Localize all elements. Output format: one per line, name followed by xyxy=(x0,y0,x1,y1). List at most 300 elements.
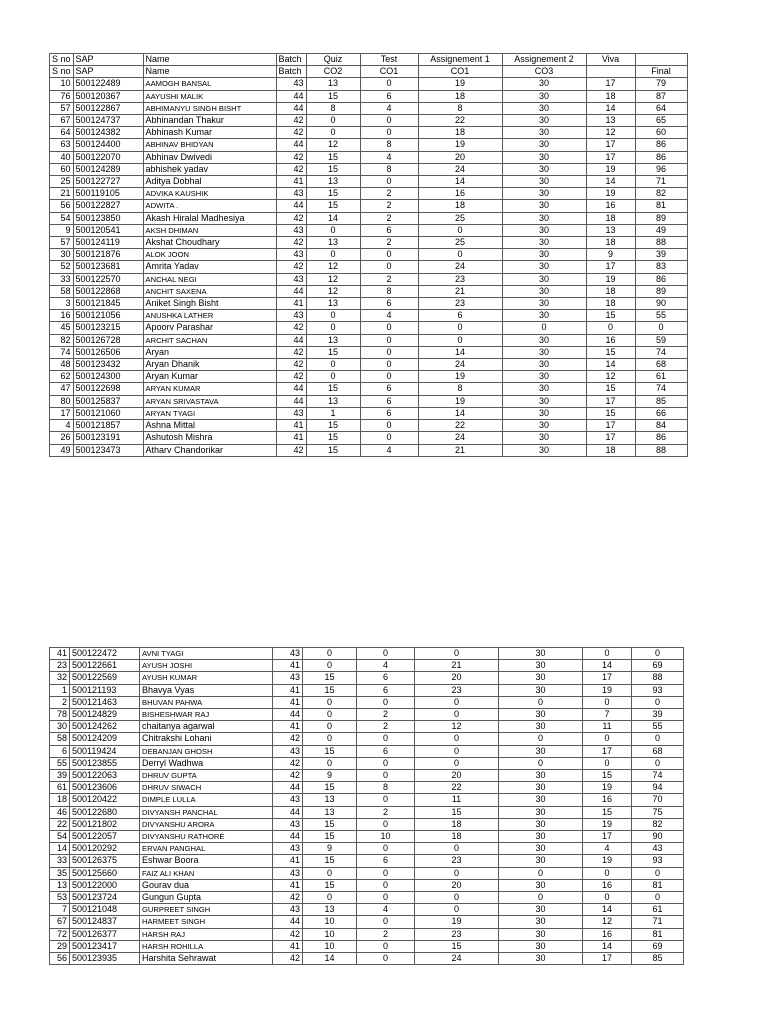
cell-final: 88 xyxy=(632,672,684,684)
cell-assignment2: 30 xyxy=(502,200,586,212)
cell-final: 86 xyxy=(635,432,687,444)
cell-sno: 25 xyxy=(50,176,74,188)
cell-viva: 14 xyxy=(583,940,632,952)
cell-test: 0 xyxy=(357,953,415,965)
cell-final: 49 xyxy=(635,224,687,236)
cell-quiz: 12 xyxy=(306,285,360,297)
cell-name: ADWITA . xyxy=(143,200,276,212)
cell-assignment2: 30 xyxy=(502,261,586,273)
cell-sno: 33 xyxy=(50,855,70,867)
table-row xyxy=(50,879,684,891)
cell-viva: 16 xyxy=(583,928,632,940)
cell-quiz: 0 xyxy=(306,359,360,371)
cell-final: 88 xyxy=(635,237,687,249)
cell-sap: SAP xyxy=(73,54,143,66)
cell-assignment2: 0 xyxy=(502,322,586,334)
cell-test: 6 xyxy=(357,672,415,684)
cell-assignment1: 21 xyxy=(415,660,499,672)
cell-test: 0 xyxy=(357,648,415,660)
cell-assignment1: 23 xyxy=(415,855,499,867)
cell-sap: 500120541 xyxy=(73,224,143,236)
cell-quiz: 0 xyxy=(303,696,357,708)
cell-test: 0 xyxy=(357,892,415,904)
cell-quiz: 14 xyxy=(306,212,360,224)
cell-batch: 41 xyxy=(273,855,303,867)
cell-quiz: 15 xyxy=(303,818,357,830)
cell-name: Chitrakshi Lohani xyxy=(140,733,273,745)
cell-assignment2: 30 xyxy=(502,432,586,444)
cell-quiz: 13 xyxy=(306,237,360,249)
cell-assignment1: 8 xyxy=(418,383,502,395)
cell-assignment1: 6 xyxy=(418,310,502,322)
cell-assignment1: CO1 xyxy=(418,66,502,78)
cell-assignment2: 30 xyxy=(499,940,583,952)
cell-viva: 0 xyxy=(583,892,632,904)
cell-sap: 500121857 xyxy=(73,420,143,432)
cell-quiz: 14 xyxy=(303,953,357,965)
cell-test: 2 xyxy=(357,928,415,940)
table-row xyxy=(50,383,688,395)
cell-quiz: 8 xyxy=(306,102,360,114)
cell-viva: 12 xyxy=(586,371,635,383)
cell-batch: 41 xyxy=(273,684,303,696)
cell-test: 0 xyxy=(357,843,415,855)
cell-assignment1: 18 xyxy=(415,831,499,843)
cell-final: 61 xyxy=(632,904,684,916)
cell-assignment2: 30 xyxy=(502,359,586,371)
table-row xyxy=(50,855,684,867)
cell-test: 0 xyxy=(360,78,418,90)
cell-assignment1: 23 xyxy=(418,298,502,310)
cell-quiz: 15 xyxy=(306,200,360,212)
cell-sno: 45 xyxy=(50,322,74,334)
cell-batch: 42 xyxy=(273,733,303,745)
table-row xyxy=(50,928,684,940)
cell-name: ABHIMANYU SINGH BISHT xyxy=(143,102,276,114)
cell-batch: 42 xyxy=(276,261,306,273)
cell-quiz: 12 xyxy=(306,139,360,151)
cell-sno: 40 xyxy=(50,151,74,163)
cell-viva: 0 xyxy=(583,648,632,660)
cell-sap: 500122827 xyxy=(73,200,143,212)
cell-viva xyxy=(586,66,635,78)
table-row xyxy=(50,709,684,721)
cell-viva: 17 xyxy=(586,139,635,151)
cell-sno: 2 xyxy=(50,696,70,708)
cell-sno: 63 xyxy=(50,139,74,151)
cell-viva: 16 xyxy=(583,879,632,891)
cell-batch: 44 xyxy=(273,806,303,818)
cell-batch: 43 xyxy=(276,78,306,90)
cell-viva: 14 xyxy=(586,359,635,371)
cell-assignment1: 24 xyxy=(418,359,502,371)
cell-batch: 42 xyxy=(273,928,303,940)
cell-quiz: CO2 xyxy=(306,66,360,78)
cell-assignment2: 30 xyxy=(502,139,586,151)
cell-viva: 19 xyxy=(583,782,632,794)
cell-test: 0 xyxy=(357,696,415,708)
cell-batch: 44 xyxy=(273,782,303,794)
cell-batch: 42 xyxy=(276,115,306,127)
cell-quiz: 0 xyxy=(306,127,360,139)
cell-batch: 44 xyxy=(276,139,306,151)
cell-assignment2: 30 xyxy=(502,395,586,407)
table-row xyxy=(50,200,688,212)
cell-quiz: 15 xyxy=(303,745,357,757)
cell-name: ANUSHKA LATHER xyxy=(143,310,276,322)
cell-sap: 500120292 xyxy=(70,843,140,855)
cell-sno: 26 xyxy=(50,432,74,444)
table-row xyxy=(50,904,684,916)
cell-sap: 500124119 xyxy=(73,237,143,249)
cell-test: 0 xyxy=(357,940,415,952)
cell-assignment1: 24 xyxy=(418,163,502,175)
cell-quiz: 12 xyxy=(306,273,360,285)
cell-assignment2: 30 xyxy=(499,660,583,672)
table-row xyxy=(50,782,684,794)
cell-test: 4 xyxy=(360,102,418,114)
cell-assignment1: 23 xyxy=(418,273,502,285)
cell-viva: 19 xyxy=(583,818,632,830)
cell-name: AAMOGH BANSAL xyxy=(143,78,276,90)
cell-assignment2: 30 xyxy=(499,855,583,867)
cell-name: ANCHIT SAXENA xyxy=(143,285,276,297)
cell-assignment2: 30 xyxy=(502,249,586,261)
cell-sno: 55 xyxy=(50,757,70,769)
cell-batch: 43 xyxy=(273,904,303,916)
cell-assignment1: 23 xyxy=(415,684,499,696)
cell-viva: 11 xyxy=(583,721,632,733)
cell-assignment2: 30 xyxy=(502,285,586,297)
cell-quiz: 1 xyxy=(306,407,360,419)
cell-assignment2: 30 xyxy=(499,770,583,782)
cell-quiz: 13 xyxy=(303,806,357,818)
cell-sap: 500121193 xyxy=(70,684,140,696)
cell-viva: 16 xyxy=(586,200,635,212)
cell-final: 0 xyxy=(632,892,684,904)
cell-name: chaitanya agarwal xyxy=(140,721,273,733)
cell-assignment2: 30 xyxy=(502,407,586,419)
cell-sno: 53 xyxy=(50,892,70,904)
cell-viva: 15 xyxy=(586,346,635,358)
cell-test: 6 xyxy=(360,383,418,395)
cell-batch: 42 xyxy=(276,322,306,334)
cell-viva: 17 xyxy=(586,432,635,444)
cell-name: Abhinav Dwivedi xyxy=(143,151,276,163)
cell-assignment1: 25 xyxy=(418,237,502,249)
cell-sno: 56 xyxy=(50,200,74,212)
cell-batch: 42 xyxy=(276,237,306,249)
cell-viva: 16 xyxy=(583,794,632,806)
table-row xyxy=(50,261,688,273)
cell-test: 0 xyxy=(360,127,418,139)
cell-test: 2 xyxy=(360,188,418,200)
cell-batch: 43 xyxy=(273,672,303,684)
cell-sap: 500123215 xyxy=(73,322,143,334)
cell-sap: 500123191 xyxy=(73,432,143,444)
cell-sap: 500122000 xyxy=(70,879,140,891)
cell-assignment2: 30 xyxy=(502,346,586,358)
cell-quiz: 15 xyxy=(303,879,357,891)
cell-quiz: 15 xyxy=(303,855,357,867)
cell-batch: 42 xyxy=(276,444,306,456)
cell-name: abhishek yadav xyxy=(143,163,276,175)
cell-assignment1: 11 xyxy=(415,794,499,806)
cell-quiz: 0 xyxy=(306,249,360,261)
cell-name: ERVAN PANGHAL xyxy=(140,843,273,855)
cell-sno: 62 xyxy=(50,371,74,383)
cell-batch: 41 xyxy=(276,420,306,432)
cell-viva: 18 xyxy=(586,237,635,249)
cell-assignment2: 30 xyxy=(502,420,586,432)
cell-batch: 43 xyxy=(273,648,303,660)
cell-assignment1: 0 xyxy=(415,892,499,904)
cell-batch: 42 xyxy=(276,127,306,139)
cell-viva: 19 xyxy=(586,273,635,285)
cell-final: 83 xyxy=(635,261,687,273)
cell-sno: 54 xyxy=(50,831,70,843)
cell-batch: 42 xyxy=(273,770,303,782)
cell-quiz: 15 xyxy=(306,432,360,444)
cell-assignment2: 30 xyxy=(499,709,583,721)
cell-batch: 44 xyxy=(273,831,303,843)
cell-sno: 80 xyxy=(50,395,74,407)
cell-final: 43 xyxy=(632,843,684,855)
cell-sno: 32 xyxy=(50,672,70,684)
cell-sno: 7 xyxy=(50,904,70,916)
cell-assignment1: 22 xyxy=(415,782,499,794)
cell-sap: 500124262 xyxy=(70,721,140,733)
cell-final: 55 xyxy=(635,310,687,322)
cell-sap: 500124209 xyxy=(70,733,140,745)
cell-assignment1: 20 xyxy=(415,770,499,782)
table-row xyxy=(50,163,688,175)
cell-name: ARYAN SRIVASTAVA xyxy=(143,395,276,407)
cell-sap: 500122570 xyxy=(73,273,143,285)
cell-quiz: Quiz xyxy=(306,54,360,66)
cell-viva: 14 xyxy=(583,660,632,672)
cell-assignment1: 19 xyxy=(418,371,502,383)
cell-assignment1: 19 xyxy=(418,395,502,407)
cell-test: 0 xyxy=(357,770,415,782)
cell-sno: 10 xyxy=(50,78,74,90)
cell-assignment1: 12 xyxy=(415,721,499,733)
cell-name: HARSH RAJ xyxy=(140,928,273,940)
table-row xyxy=(50,953,684,965)
table-row xyxy=(50,395,688,407)
cell-test: 6 xyxy=(360,224,418,236)
cell-test: 2 xyxy=(360,273,418,285)
cell-assignment1: 21 xyxy=(418,285,502,297)
cell-batch: 44 xyxy=(276,285,306,297)
cell-batch: 43 xyxy=(276,249,306,261)
cell-assignment2: 0 xyxy=(499,733,583,745)
cell-assignment2: 30 xyxy=(499,916,583,928)
cell-assignment1: 25 xyxy=(418,212,502,224)
cell-name: DIMPLE LULLA xyxy=(140,794,273,806)
table-row xyxy=(50,892,684,904)
cell-assignment2: 0 xyxy=(499,867,583,879)
table-row xyxy=(50,843,684,855)
cell-final: 85 xyxy=(632,953,684,965)
cell-sno: 49 xyxy=(50,444,74,456)
cell-test: 0 xyxy=(357,818,415,830)
cell-sno: 67 xyxy=(50,916,70,928)
cell-assignment2: 30 xyxy=(502,78,586,90)
cell-viva: 19 xyxy=(583,855,632,867)
cell-test: 8 xyxy=(360,139,418,151)
table-row xyxy=(50,176,688,188)
cell-viva: 7 xyxy=(583,709,632,721)
table-row xyxy=(50,298,688,310)
cell-assignment1: 0 xyxy=(415,757,499,769)
cell-test: 6 xyxy=(360,90,418,102)
cell-viva: 14 xyxy=(586,176,635,188)
cell-assignment1: 22 xyxy=(418,115,502,127)
cell-batch: 42 xyxy=(276,163,306,175)
cell-assignment2: 30 xyxy=(502,115,586,127)
cell-assignment2: 30 xyxy=(499,721,583,733)
cell-viva: 15 xyxy=(586,310,635,322)
cell-test: 0 xyxy=(357,916,415,928)
cell-assignment2: 30 xyxy=(502,102,586,114)
cell-final xyxy=(635,54,687,66)
cell-sno: 33 xyxy=(50,273,74,285)
cell-test: 2 xyxy=(357,721,415,733)
cell-assignment1: 0 xyxy=(415,733,499,745)
cell-sno: 35 xyxy=(50,867,70,879)
cell-final: 74 xyxy=(632,770,684,782)
cell-sno: 21 xyxy=(50,188,74,200)
table-row xyxy=(50,139,688,151)
cell-name: HARMEET SINGH xyxy=(140,916,273,928)
table-row xyxy=(50,151,688,163)
cell-batch: 44 xyxy=(276,383,306,395)
cell-sap: 500124382 xyxy=(73,127,143,139)
cell-quiz: 12 xyxy=(306,261,360,273)
cell-sap: 500126506 xyxy=(73,346,143,358)
cell-assignment2: 0 xyxy=(499,696,583,708)
table-row xyxy=(50,224,688,236)
cell-assignment1: 0 xyxy=(418,322,502,334)
cell-assignment2: 0 xyxy=(499,757,583,769)
cell-name: AVNI TYAGI xyxy=(140,648,273,660)
cell-name: Aryan Kumar xyxy=(143,371,276,383)
cell-final: 0 xyxy=(632,757,684,769)
cell-viva: 14 xyxy=(586,102,635,114)
cell-sap: 500119424 xyxy=(70,745,140,757)
cell-final: 68 xyxy=(632,745,684,757)
cell-test: 6 xyxy=(357,745,415,757)
cell-viva: 16 xyxy=(586,334,635,346)
cell-sap: 500121876 xyxy=(73,249,143,261)
table-row xyxy=(50,249,688,261)
marks-table-2 xyxy=(49,647,684,965)
cell-viva: 18 xyxy=(586,212,635,224)
cell-sap: 500121056 xyxy=(73,310,143,322)
cell-assignment1: 24 xyxy=(418,261,502,273)
cell-final: 0 xyxy=(632,867,684,879)
cell-final: 0 xyxy=(635,322,687,334)
cell-batch: 41 xyxy=(276,298,306,310)
cell-quiz: 15 xyxy=(303,672,357,684)
cell-sap: 500122070 xyxy=(73,151,143,163)
cell-quiz: 13 xyxy=(306,395,360,407)
cell-sno: 13 xyxy=(50,879,70,891)
cell-assignment2: 30 xyxy=(499,782,583,794)
cell-sno: 30 xyxy=(50,249,74,261)
cell-test: 0 xyxy=(360,432,418,444)
cell-assignment1: 18 xyxy=(418,200,502,212)
cell-name: Ashna Mittal xyxy=(143,420,276,432)
table-row xyxy=(50,273,688,285)
cell-batch: 43 xyxy=(276,224,306,236)
cell-batch: 43 xyxy=(273,818,303,830)
cell-assignment2: 30 xyxy=(502,212,586,224)
cell-test: 0 xyxy=(360,322,418,334)
cell-viva: 17 xyxy=(583,672,632,684)
cell-assignment2: 30 xyxy=(499,684,583,696)
cell-quiz: 0 xyxy=(303,757,357,769)
cell-viva: 0 xyxy=(583,733,632,745)
cell-sap: 500123473 xyxy=(73,444,143,456)
table-row xyxy=(50,916,684,928)
cell-assignment2: 30 xyxy=(502,371,586,383)
cell-sap: 500121802 xyxy=(70,818,140,830)
cell-assignment2: 30 xyxy=(499,879,583,891)
cell-name: ANCHAL NEGI xyxy=(143,273,276,285)
cell-assignment1: 15 xyxy=(415,940,499,952)
cell-test: 2 xyxy=(360,212,418,224)
cell-assignment2: 30 xyxy=(502,163,586,175)
cell-name: Name xyxy=(143,66,276,78)
cell-quiz: 0 xyxy=(303,721,357,733)
cell-sap: 500126728 xyxy=(73,334,143,346)
cell-quiz: 0 xyxy=(306,322,360,334)
cell-test: 8 xyxy=(357,782,415,794)
cell-name: ABHINAV BHIDYAN xyxy=(143,139,276,151)
cell-quiz: 15 xyxy=(306,151,360,163)
cell-sno: 17 xyxy=(50,407,74,419)
cell-test: 0 xyxy=(360,334,418,346)
cell-sno: 4 xyxy=(50,420,74,432)
cell-sno: 67 xyxy=(50,115,74,127)
cell-sno: 57 xyxy=(50,102,74,114)
cell-sno: 56 xyxy=(50,953,70,965)
cell-assignment2: 30 xyxy=(499,806,583,818)
cell-sap: 500124829 xyxy=(70,709,140,721)
cell-assignment2: 30 xyxy=(499,953,583,965)
cell-final: 65 xyxy=(635,115,687,127)
cell-assignment1: 0 xyxy=(415,904,499,916)
cell-viva: 19 xyxy=(583,684,632,696)
cell-final: 0 xyxy=(632,648,684,660)
cell-test: CO1 xyxy=(360,66,418,78)
cell-batch: 43 xyxy=(276,407,306,419)
cell-test: 4 xyxy=(357,660,415,672)
table-row xyxy=(50,672,684,684)
cell-viva: Viva xyxy=(586,54,635,66)
cell-sap: 500122867 xyxy=(73,102,143,114)
cell-test: Test xyxy=(360,54,418,66)
cell-viva: 15 xyxy=(586,383,635,395)
cell-final: 75 xyxy=(632,806,684,818)
cell-sno: 29 xyxy=(50,940,70,952)
cell-sno: 60 xyxy=(50,163,74,175)
cell-final: 85 xyxy=(635,395,687,407)
cell-batch: 43 xyxy=(273,867,303,879)
cell-assignment1: 19 xyxy=(418,78,502,90)
